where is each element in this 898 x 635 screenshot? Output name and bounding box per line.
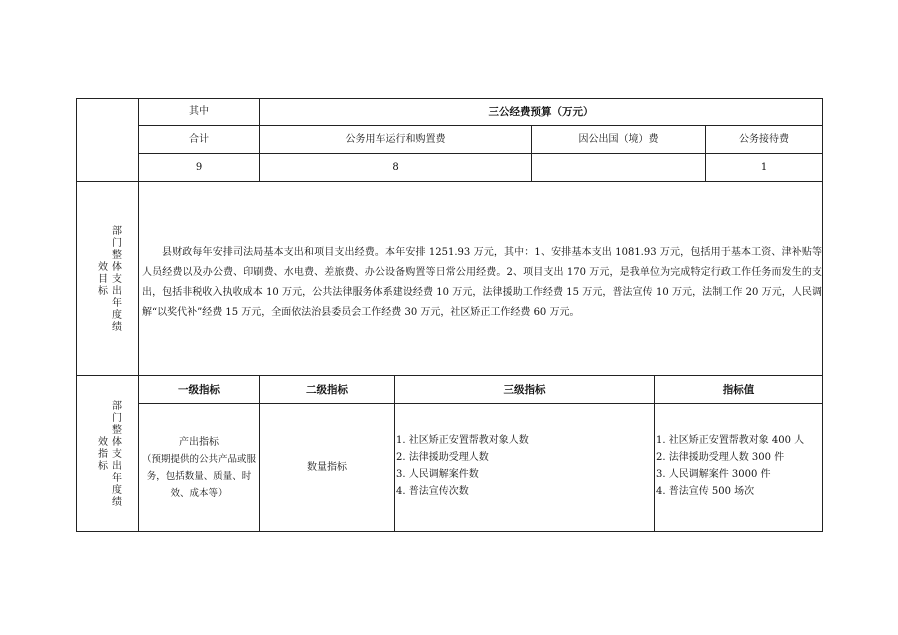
list-item: 3. 人民调解案件数 <box>396 469 479 480</box>
list-item: 2. 法律援助受理人数 300 件 <box>656 452 785 463</box>
qizhong-label: 其中 <box>189 106 209 117</box>
header-level2: 二级指标 <box>306 383 348 396</box>
table-border-right <box>822 98 823 532</box>
list-item: 2. 法律援助受理人数 <box>396 452 489 463</box>
indicator-value-list <box>656 432 804 500</box>
header-indicator-value: 指标值 <box>722 383 755 396</box>
list-item: 3. 人民调解案件 3000 件 <box>656 469 771 480</box>
value-total: 9 <box>195 161 203 173</box>
header-vehicle: 公务用车运行和购置费 <box>345 133 446 145</box>
level1-title: 产出指标 <box>179 436 219 448</box>
header-level3: 三级指标 <box>503 383 546 396</box>
table-border-bottom <box>76 531 823 532</box>
goal-side-label: 部门整体支出年度绩效目标 <box>95 224 121 333</box>
level1-cell <box>141 404 257 531</box>
level2-cell: 数量指标 <box>307 461 347 473</box>
header-overseas: 因公出国（境）费 <box>578 133 659 145</box>
table-line <box>76 181 823 182</box>
goal-text: 县财政每年安排司法局基本支出和项目支出经费。本年安排 1251.93 万元，其中：1、安排基本支出 1081.93 万元，包括用于基本工资、津补贴等人员经费以及办公费、印刷费、水电费、差旅费、办公设备购置等日常公用经费。2、项目支出 170 万元，是我单位为完成特定行政工作任务而发生的支出，包括非税收入执收成本 10 万元，公共法律服务体系建设经费 10 万元，法律援助工作经费 15 万元，普法宣传 10 万元，法制工作 20 万元，人民调解“以奖代补”经费 15 万元，全面依法治县委员会工作经费 30 万元，社区矫正工作经费 60 万元。 <box>142 247 822 318</box>
indicator-side-cell <box>77 376 138 531</box>
sangong-title: 三公经费预算（万元） <box>488 106 594 118</box>
level1-note: （预期提供的公共产品或服务，包括数量、质量、时效、成本等） <box>141 453 256 499</box>
header-reception: 公务接待费 <box>739 133 789 145</box>
header-level1: 一级指标 <box>178 383 220 396</box>
value-overseas <box>532 154 705 181</box>
header-total: 合计 <box>189 133 209 145</box>
value-vehicle: 8 <box>392 161 399 173</box>
level3-list <box>396 432 529 500</box>
list-item: 4. 普法宣传 500 场次 <box>656 486 755 497</box>
list-item: 1. 社区矫正安置帮教对象人数 <box>396 435 529 446</box>
indicator-side-label: 部门整体支出年度绩效指标 <box>95 399 121 508</box>
list-item: 4. 普法宣传次数 <box>396 486 469 497</box>
goal-side-cell <box>77 182 138 375</box>
list-item: 1. 社区矫正安置帮教对象 400 人 <box>656 435 805 446</box>
value-reception: 1 <box>760 161 768 173</box>
